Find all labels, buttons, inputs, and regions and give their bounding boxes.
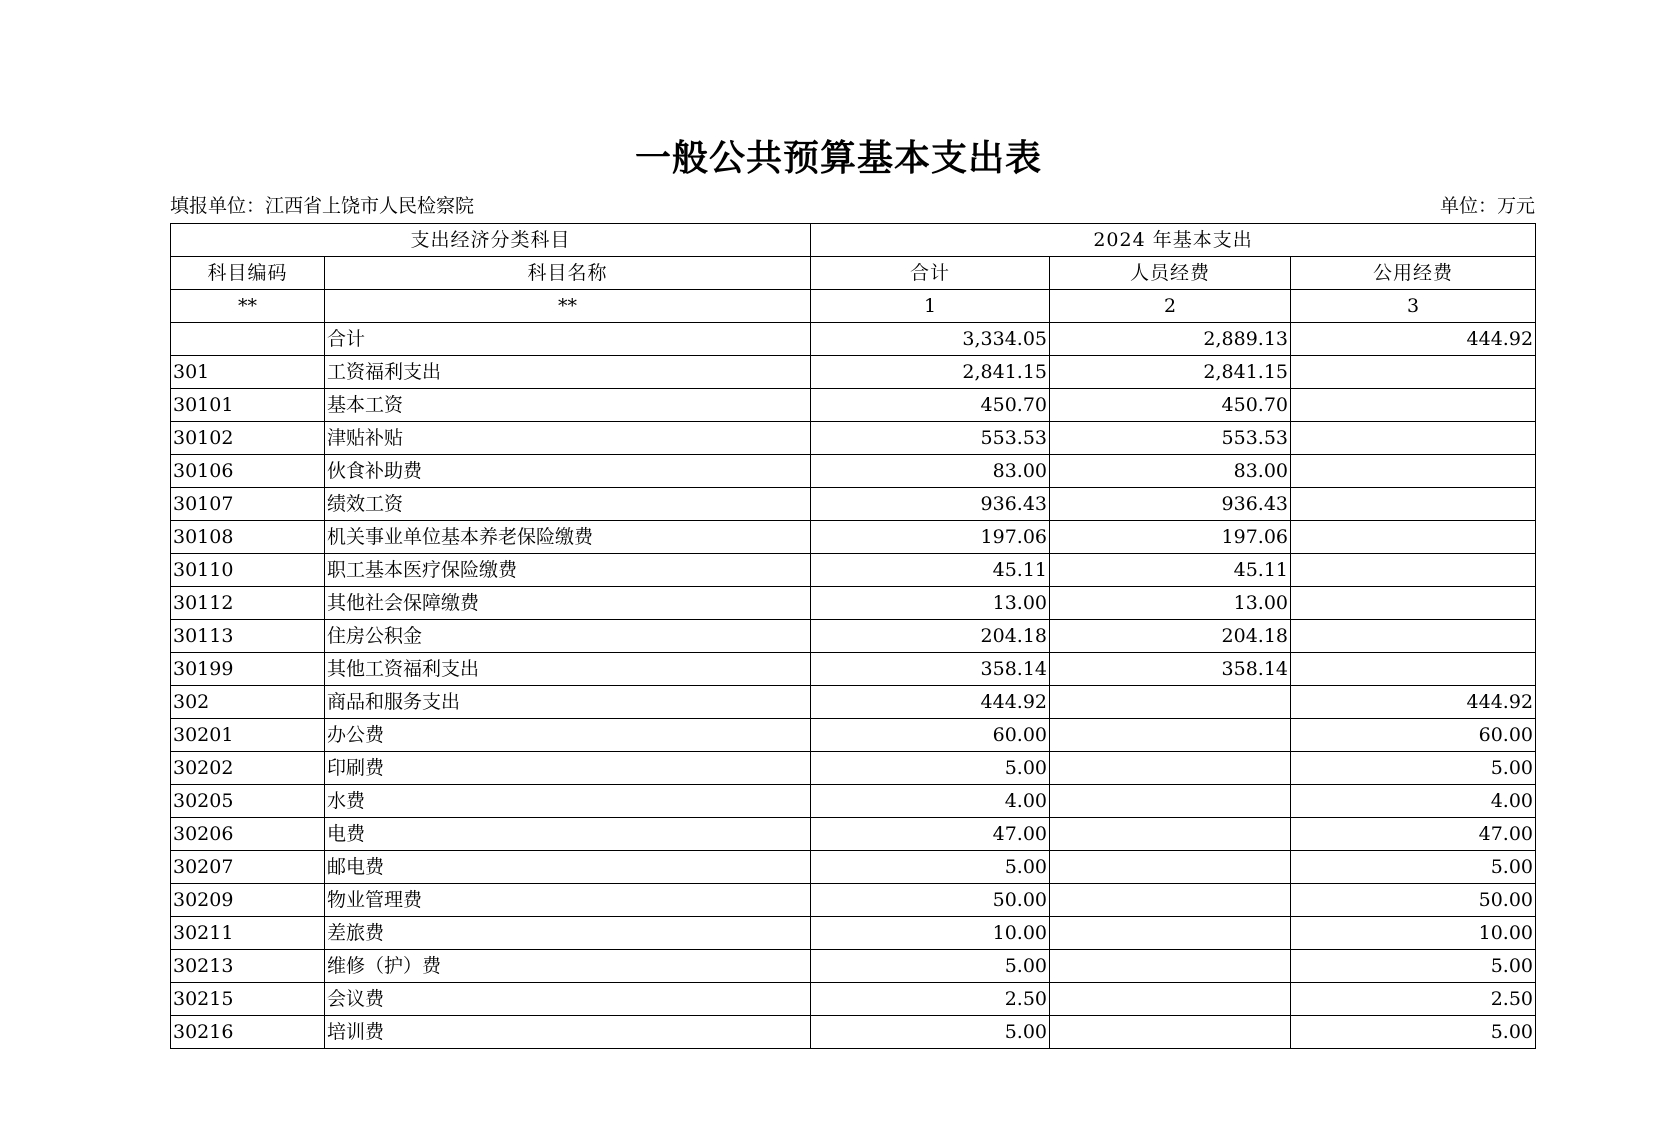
table-row [171,323,1536,356]
cell-total: 197.06 [811,521,1050,554]
currency-unit-label: 单位：万元 [1439,195,1535,217]
cell-code: 30211 [171,917,325,950]
table-row [171,950,1536,983]
cell-code: 30101 [171,389,325,422]
cell-public [1291,488,1536,521]
cell-public [1291,554,1536,587]
cell-personnel [1050,1016,1291,1049]
header-name: 科目名称 [325,257,811,290]
cell-total: 2,841.15 [811,356,1050,389]
cell-public: 5.00 [1291,851,1536,884]
index-total: 1 [811,290,1050,323]
cell-total: 3,334.05 [811,323,1050,356]
header-economic-category: 支出经济分类科目 [171,224,811,257]
table-row [171,1016,1536,1049]
cell-public [1291,521,1536,554]
cell-personnel: 204.18 [1050,620,1291,653]
cell-code: 302 [171,686,325,719]
cell-total: 47.00 [811,818,1050,851]
cell-total: 60.00 [811,719,1050,752]
cell-code: 30107 [171,488,325,521]
cell-public: 47.00 [1291,818,1536,851]
cell-public [1291,653,1536,686]
table-row [171,686,1536,719]
table-row [171,620,1536,653]
cell-code: 30113 [171,620,325,653]
cell-public: 60.00 [1291,719,1536,752]
cell-public: 5.00 [1291,1016,1536,1049]
index-name: ** [325,290,811,323]
cell-personnel [1050,851,1291,884]
cell-name: 办公费 [325,719,811,752]
table-row [171,917,1536,950]
cell-public: 5.00 [1291,950,1536,983]
table-row [171,488,1536,521]
cell-name: 水费 [325,785,811,818]
cell-personnel [1050,785,1291,818]
cell-code: 30102 [171,422,325,455]
index-code: ** [171,290,325,323]
cell-code: 30207 [171,851,325,884]
cell-public [1291,422,1536,455]
cell-personnel: 197.06 [1050,521,1291,554]
budget-table [170,223,1536,1049]
table-row [171,554,1536,587]
cell-code: 30216 [171,1016,325,1049]
cell-total: 5.00 [811,851,1050,884]
cell-name: 伙食补助费 [325,455,811,488]
table-row [171,851,1536,884]
cell-public [1291,455,1536,488]
cell-personnel: 45.11 [1050,554,1291,587]
cell-total: 2.50 [811,983,1050,1016]
cell-total: 444.92 [811,686,1050,719]
cell-code [171,323,325,356]
cell-personnel: 553.53 [1050,422,1291,455]
cell-code: 30215 [171,983,325,1016]
cell-public [1291,389,1536,422]
table-row [171,884,1536,917]
page-title: 一般公共预算基本支出表 [634,138,1042,179]
cell-public: 444.92 [1291,686,1536,719]
cell-code: 30205 [171,785,325,818]
header-year-basic-expenditure: 2024 年基本支出 [811,224,1536,257]
table-row [171,719,1536,752]
header-personnel: 人员经费 [1050,257,1291,290]
cell-personnel: 2,889.13 [1050,323,1291,356]
cell-code: 30201 [171,719,325,752]
fill-unit-label: 填报单位：江西省上饶市人民检察院 [170,195,475,217]
header-code: 科目编码 [171,257,325,290]
header-index-row [171,290,1536,323]
table-row [171,356,1536,389]
cell-name: 其他社会保障缴费 [325,587,811,620]
cell-name: 津贴补贴 [325,422,811,455]
cell-code: 30202 [171,752,325,785]
cell-public [1291,587,1536,620]
cell-public [1291,356,1536,389]
cell-name: 住房公积金 [325,620,811,653]
cell-total: 4.00 [811,785,1050,818]
cell-total: 204.18 [811,620,1050,653]
cell-total: 5.00 [811,1016,1050,1049]
table-row [171,422,1536,455]
cell-personnel: 936.43 [1050,488,1291,521]
cell-personnel [1050,917,1291,950]
cell-personnel: 83.00 [1050,455,1291,488]
cell-code: 301 [171,356,325,389]
cell-total: 5.00 [811,950,1050,983]
cell-personnel: 2,841.15 [1050,356,1291,389]
table-row [171,818,1536,851]
table-row [171,983,1536,1016]
cell-name: 物业管理费 [325,884,811,917]
cell-public [1291,620,1536,653]
cell-personnel [1050,950,1291,983]
cell-personnel: 13.00 [1050,587,1291,620]
cell-public: 2.50 [1291,983,1536,1016]
cell-name: 绩效工资 [325,488,811,521]
cell-personnel [1050,884,1291,917]
cell-name: 工资福利支出 [325,356,811,389]
cell-name: 基本工资 [325,389,811,422]
cell-personnel: 358.14 [1050,653,1291,686]
cell-code: 30199 [171,653,325,686]
cell-code: 30213 [171,950,325,983]
cell-name: 其他工资福利支出 [325,653,811,686]
table-row [171,752,1536,785]
cell-name: 合计 [325,323,811,356]
cell-personnel [1050,818,1291,851]
header-column-row [171,257,1536,290]
cell-total: 13.00 [811,587,1050,620]
header-total: 合计 [811,257,1050,290]
table-row [171,521,1536,554]
cell-name: 印刷费 [325,752,811,785]
cell-total: 83.00 [811,455,1050,488]
cell-public: 5.00 [1291,752,1536,785]
cell-name: 会议费 [325,983,811,1016]
table-row [171,785,1536,818]
cell-total: 450.70 [811,389,1050,422]
cell-name: 电费 [325,818,811,851]
cell-personnel [1050,719,1291,752]
header-public: 公用经费 [1291,257,1536,290]
header-group-row [171,224,1536,257]
index-public: 3 [1291,290,1536,323]
cell-personnel [1050,752,1291,785]
cell-total: 5.00 [811,752,1050,785]
cell-total: 10.00 [811,917,1050,950]
table-row [171,653,1536,686]
cell-total: 936.43 [811,488,1050,521]
cell-name: 职工基本医疗保险缴费 [325,554,811,587]
cell-personnel [1050,983,1291,1016]
cell-name: 维修（护）费 [325,950,811,983]
cell-total: 553.53 [811,422,1050,455]
cell-name: 培训费 [325,1016,811,1049]
cell-total: 358.14 [811,653,1050,686]
cell-public: 4.00 [1291,785,1536,818]
cell-name: 商品和服务支出 [325,686,811,719]
cell-code: 30108 [171,521,325,554]
cell-name: 差旅费 [325,917,811,950]
cell-public: 444.92 [1291,323,1536,356]
cell-name: 机关事业单位基本养老保险缴费 [325,521,811,554]
table-row [171,455,1536,488]
cell-code: 30110 [171,554,325,587]
cell-code: 30106 [171,455,325,488]
cell-personnel [1050,686,1291,719]
cell-code: 30112 [171,587,325,620]
index-personnel: 2 [1050,290,1291,323]
cell-personnel: 450.70 [1050,389,1291,422]
cell-public: 10.00 [1291,917,1536,950]
cell-code: 30209 [171,884,325,917]
cell-total: 50.00 [811,884,1050,917]
cell-total: 45.11 [811,554,1050,587]
table-row [171,587,1536,620]
cell-public: 50.00 [1291,884,1536,917]
cell-code: 30206 [171,818,325,851]
table-row [171,389,1536,422]
cell-name: 邮电费 [325,851,811,884]
